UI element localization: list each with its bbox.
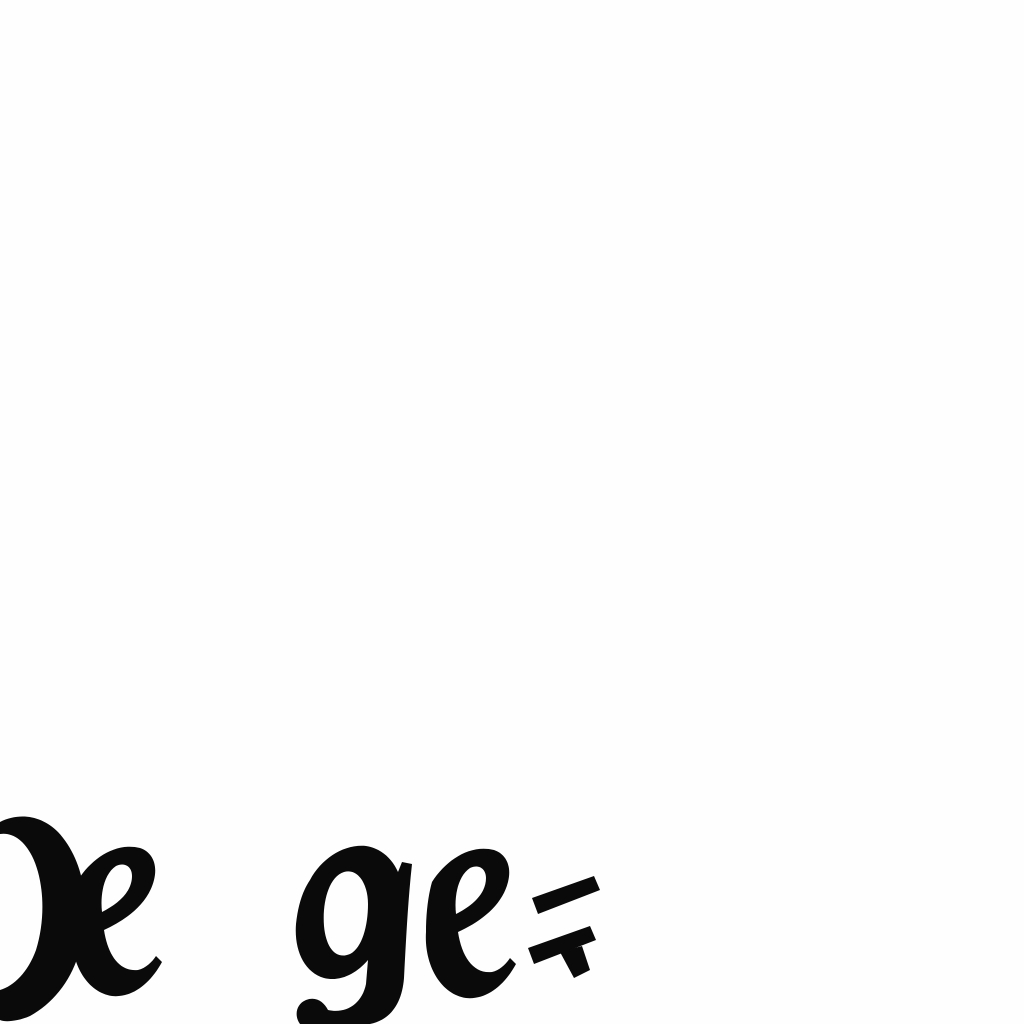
text-fragment-label [0,770,958,1000]
